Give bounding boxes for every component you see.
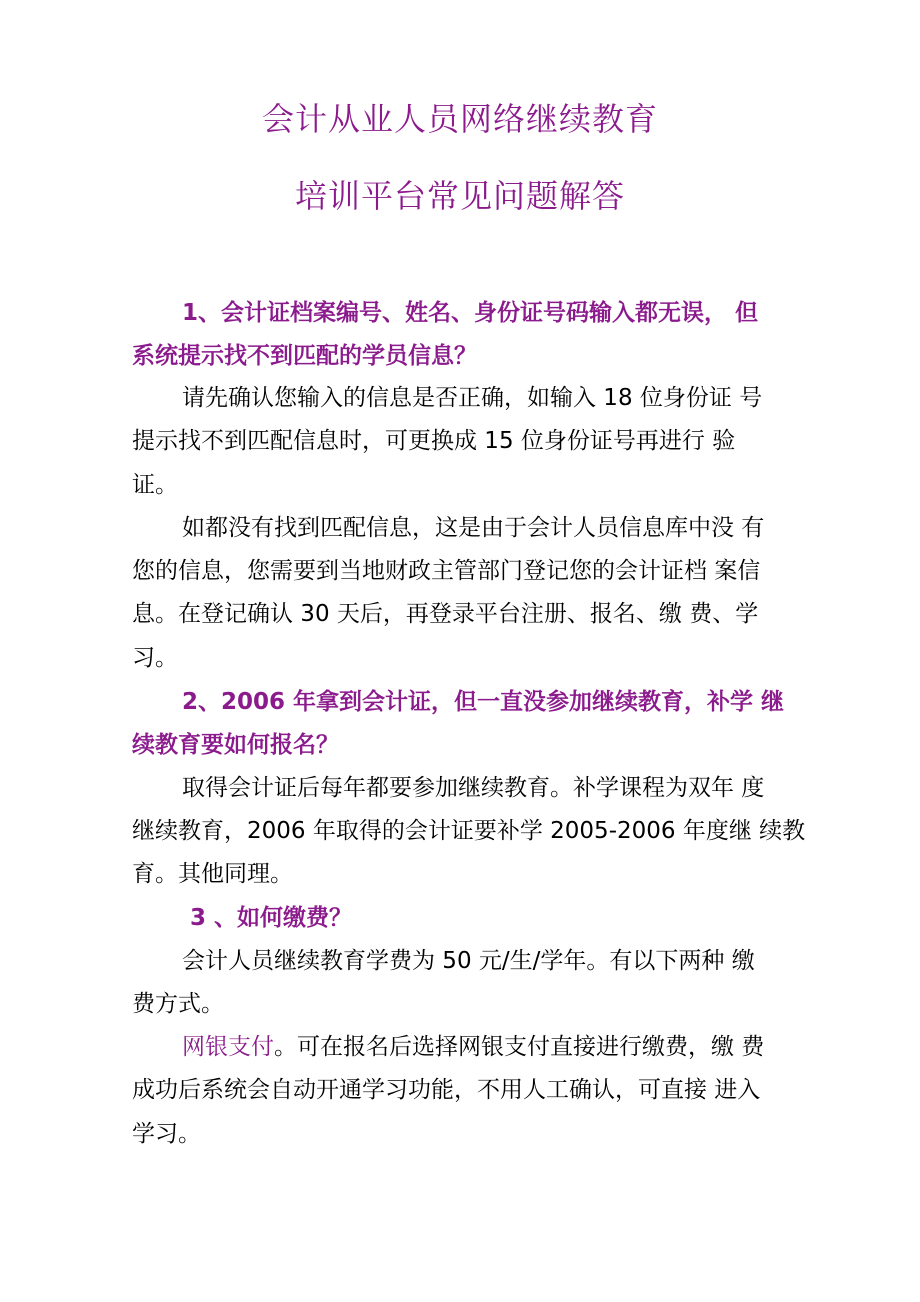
answer-3-p2-line-2: 成功后系统会自动开通学习功能，不用人工确认，可直接 进入 <box>132 1077 761 1103</box>
answer-2-line-2: 继续教育，2006 年取得的会计证要补学 2005-2006 年度继 续教 <box>132 818 806 844</box>
question-2-line-1: 2、2006 年拿到会计证，但一直没参加继续教育，补学 继 <box>182 689 785 715</box>
answer-1-p2-line-4: 习。 <box>132 645 178 671</box>
answer-1-p1-line-1: 请先确认您输入的信息是否正确，如输入 18 位身份证 号 <box>182 385 763 411</box>
answer-1-p2-line-1: 如都没有找到匹配信息，这是由于会计人员信息库中没 有 <box>182 515 765 541</box>
answer-3-p1-line-2: 费方式。 <box>132 991 224 1017</box>
answer-2-line-3: 育。其他同理。 <box>132 861 293 887</box>
answer-3-p1-line-1: 会计人员继续教育学费为 50 元/生/学年。有以下两种 缴 <box>182 948 755 974</box>
answer-1-p1-line-3: 证。 <box>132 472 178 498</box>
question-2-line-2: 续教育要如何报名？ <box>132 732 339 758</box>
answer-3-p2-line-3: 学习。 <box>132 1121 201 1147</box>
document-title-line-2: 培训平台常见问题解答 <box>294 177 625 215</box>
question-1-line-2: 系统提示找不到匹配的学员信息？ <box>132 343 477 369</box>
question-1-line-1: 1、会计证档案编号、姓名、身份证号码输入都无误， 但 <box>182 300 759 326</box>
answer-1-p2-line-2: 您的信息，您需要到当地财政主管部门登记您的会计证档 案信 <box>132 558 761 584</box>
document-title-line-1: 会计从业人员网络继续教育 <box>261 100 658 138</box>
answer-3-p2-line-1 <box>182 1031 764 1063</box>
answer-3-p2-line-1-rest: 。可在报名后选择网银支付直接进行缴费，缴 费 <box>274 1034 765 1060</box>
answer-1-p1-line-2: 提示找不到匹配信息时，可更换成 15 位身份证号再进行 验 <box>132 428 736 454</box>
question-3-line-1: 3 、如何缴费？ <box>190 905 353 931</box>
answer-1-p2-line-3: 息。在登记确认 30 天后，再登录平台注册、报名、缴 费、学 <box>132 601 759 627</box>
online-banking-payment-term: 网银支付 <box>182 1034 274 1060</box>
answer-2-line-1: 取得会计证后每年都要参加继续教育。补学课程为双年 度 <box>182 775 765 801</box>
